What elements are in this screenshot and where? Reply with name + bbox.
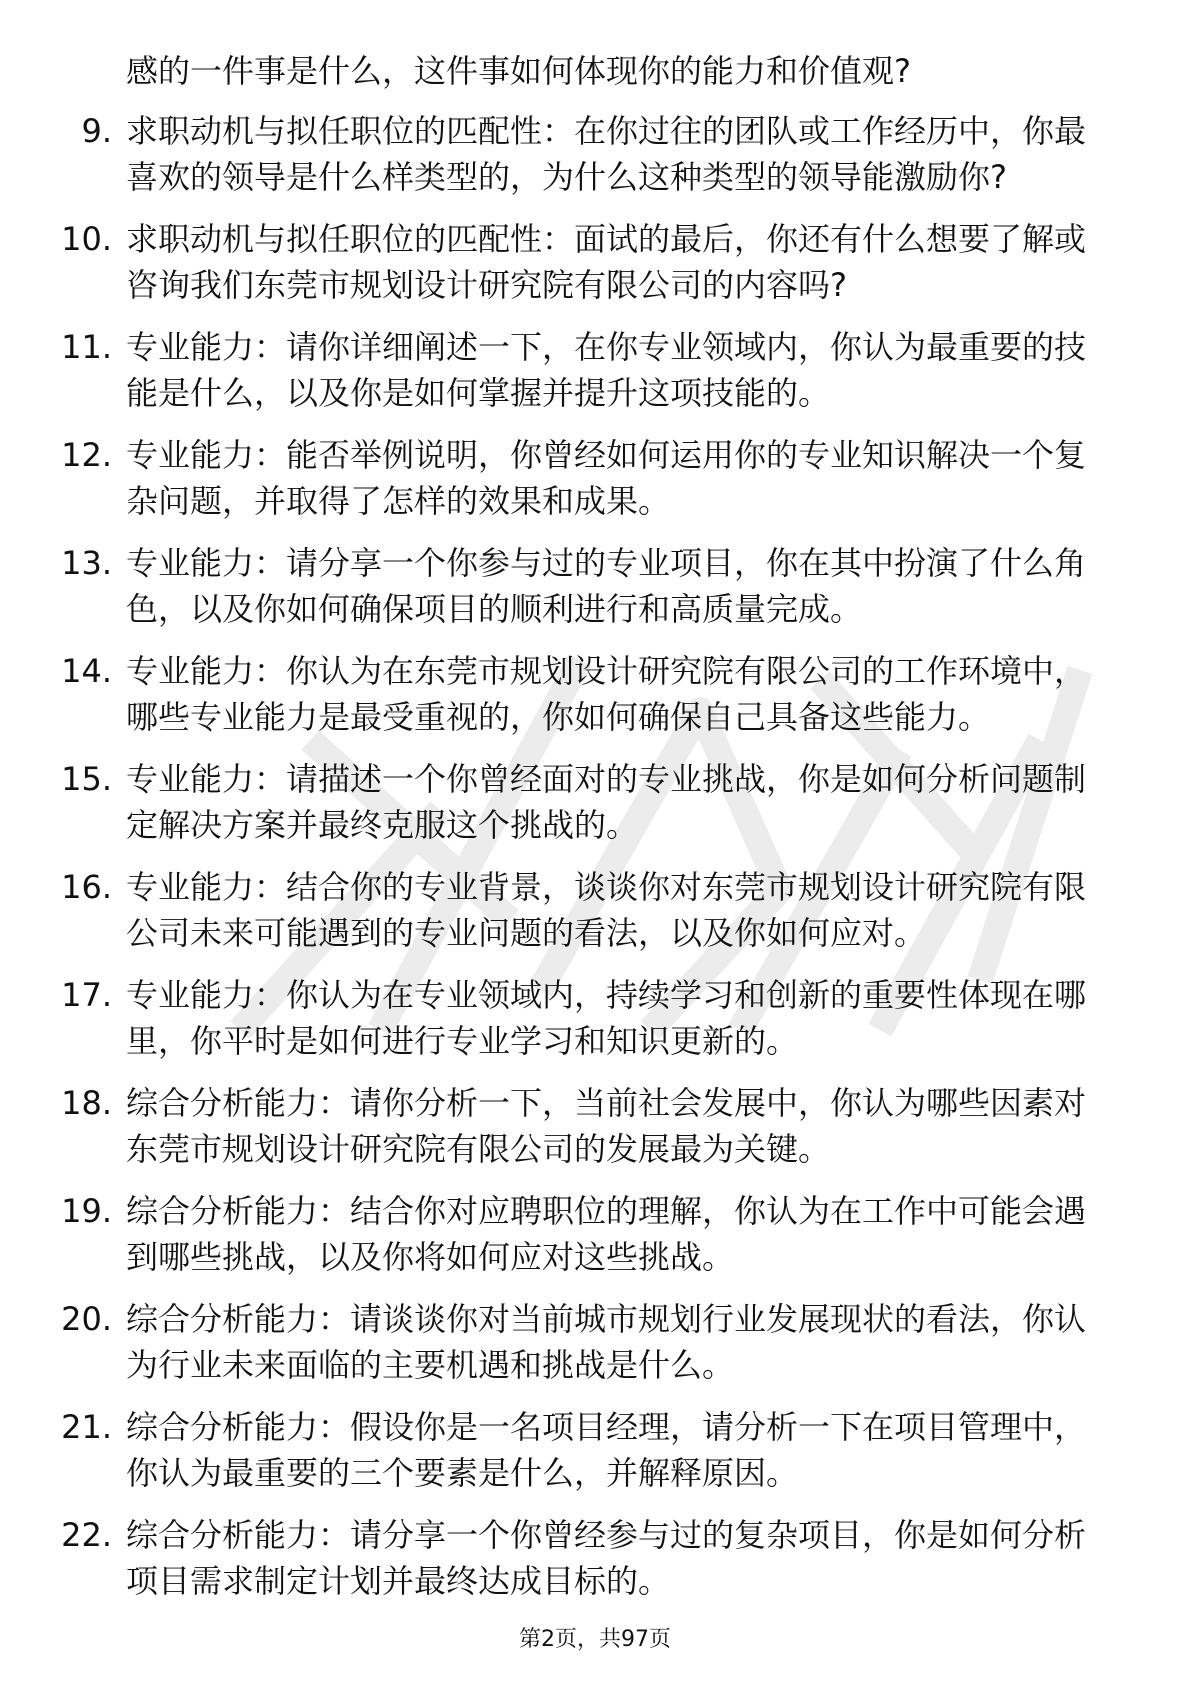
question-item bbox=[0, 432, 1116, 524]
question-text: 综合分析能力：请分享一个你曾经参与过的复杂项目，你是如何分析项目需求制定计划并最终达成目标的。 bbox=[126, 1516, 1087, 1600]
question-text: 专业能力：请分享一个你参与过的专业项目，你在其中扮演了什么角色，以及你如何确保项目的顺利进行和高质量完成。 bbox=[126, 544, 1087, 628]
question-item bbox=[0, 540, 1116, 632]
question-number: 10. bbox=[61, 220, 112, 258]
question-list bbox=[0, 108, 1190, 1604]
question-text: 综合分析能力：请你分析一下，当前社会发展中，你认为哪些因素对东莞市规划设计研究院有限公司的发展最为关键。 bbox=[126, 1084, 1087, 1168]
question-item bbox=[0, 1296, 1116, 1388]
question-item bbox=[0, 648, 1116, 740]
question-text: 专业能力：你认为在专业领域内，持续学习和创新的重要性体现在哪里，你平时是如何进行专业学习和知识更新的。 bbox=[126, 976, 1087, 1060]
question-item bbox=[0, 1080, 1116, 1172]
question-item bbox=[0, 1512, 1116, 1604]
question-text: 专业能力：结合你的专业背景，谈谈你对东莞市规划设计研究院有限公司未来可能遇到的专业问题的看法，以及你如何应对。 bbox=[126, 868, 1087, 952]
question-number: 14. bbox=[61, 652, 112, 690]
question-item bbox=[0, 864, 1116, 956]
question-text: 综合分析能力：假设你是一名项目经理，请分析一下在项目管理中，你认为最重要的三个要素是什么，并解释原因。 bbox=[126, 1408, 1087, 1492]
question-number: 15. bbox=[61, 760, 112, 798]
question-item bbox=[0, 1188, 1116, 1280]
question-text: 综合分析能力：请谈谈你对当前城市规划行业发展现状的看法，你认为行业未来面临的主要机遇和挑战是什么。 bbox=[126, 1300, 1087, 1384]
question-number: 9. bbox=[81, 112, 112, 150]
question-text: 求职动机与拟任职位的匹配性：在你过往的团队或工作经历中，你最喜欢的领导是什么样类型的，为什么这种类型的领导能激励你? bbox=[126, 112, 1087, 196]
question-item bbox=[0, 108, 1116, 200]
question-number: 11. bbox=[61, 328, 112, 366]
continuation-text: 感的一件事是什么，这件事如何体现你的能力和价值观? bbox=[126, 52, 911, 90]
question-item bbox=[0, 972, 1116, 1064]
question-text: 专业能力：请你详细阐述一下，在你专业领域内，你认为最重要的技能是什么，以及你是如何掌握并提升这项技能的。 bbox=[126, 328, 1087, 412]
question-item bbox=[0, 324, 1116, 416]
question-item bbox=[0, 1404, 1116, 1496]
question-number: 22. bbox=[61, 1516, 112, 1554]
question-text: 专业能力：你认为在东莞市规划设计研究院有限公司的工作环境中，哪些专业能力是最受重视的，你如何确保自己具备这些能力。 bbox=[126, 652, 1087, 736]
question-number: 12. bbox=[61, 436, 112, 474]
question-number: 16. bbox=[61, 868, 112, 906]
question-content bbox=[0, 48, 1190, 1620]
question-text: 求职动机与拟任职位的匹配性：面试的最后，你还有什么想要了解或咨询我们东莞市规划设计研究院有限公司的内容吗? bbox=[126, 220, 1087, 304]
question-number: 13. bbox=[61, 544, 112, 582]
question-text: 专业能力：请描述一个你曾经面对的专业挑战，你是如何分析问题制定解决方案并最终克服这个挑战的。 bbox=[126, 760, 1087, 844]
question-number: 19. bbox=[61, 1192, 112, 1230]
question-text: 专业能力：能否举例说明，你曾经如何运用你的专业知识解决一个复杂问题，并取得了怎样的效果和成果。 bbox=[126, 436, 1087, 520]
question-number: 18. bbox=[61, 1084, 112, 1122]
question-number: 17. bbox=[61, 976, 112, 1014]
question-text: 综合分析能力：结合你对应聘职位的理解，你认为在工作中可能会遇到哪些挑战，以及你将如何应对这些挑战。 bbox=[126, 1192, 1087, 1276]
question-number: 20. bbox=[61, 1300, 112, 1338]
question-item bbox=[0, 756, 1116, 848]
question-item bbox=[0, 216, 1116, 308]
question-number: 21. bbox=[61, 1408, 112, 1446]
page-number-footer: 第2页，共97页 bbox=[519, 1627, 671, 1652]
